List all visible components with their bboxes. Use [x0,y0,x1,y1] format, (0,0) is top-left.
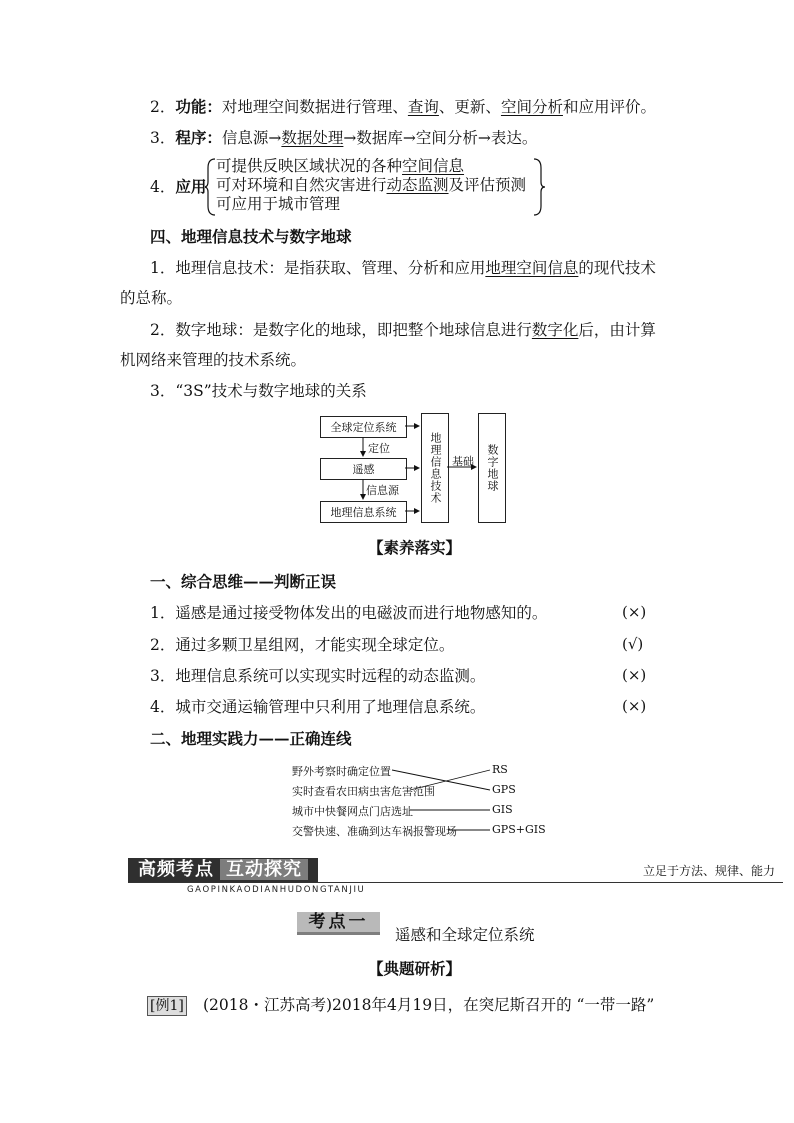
application-item-3: 可应用于城市管理 [216,195,341,213]
section-banner [128,858,783,884]
judge-mark-4: (×) [622,697,647,715]
match-right-2: GPS [492,783,516,796]
banner-rule [128,882,783,883]
example-text: (2018・江苏高考)2018年4月19日，在突尼斯召开的 “一带一路” [203,996,655,1014]
match-left-4: 交警快速、准确到达车祸报警现场 [292,825,457,838]
banner-title: 高频考点 互动探究 [128,858,318,882]
gi-tech-line-2: 的总称。 [120,289,183,307]
section-4-heading: 四、地理信息技术与数字地球 [150,227,352,246]
gps-box: 全球定位系统 [320,416,407,438]
banner-pinyin: GAOPINKAODIANHUDONGTANJIU [187,885,366,895]
3s-relation-heading: 3．“3S”技术与数字地球的关系 [150,382,367,400]
procedure-line: 3．程序：信息源→数据处理→数据库→空间分析→表达。 [150,128,538,147]
kaodian-badge: 考点一 [297,912,380,935]
judge-mark-3: (×) [622,666,647,684]
match-right-4: GPS+GIS [492,823,546,836]
match-right-1: RS [492,763,508,776]
digital-earth-line-2: 机网络来管理的技术系统。 [120,351,307,369]
match-heading: 二、地理实践力——正确连线 [150,729,352,748]
gi-tech-box: 地理信息技术 [421,413,449,523]
application-item-1: 可提供反映区域状况的各种空间信息 [216,157,465,175]
diagram-arrows [300,400,530,530]
judge-item-2: 2．通过多颗卫星组网，才能实现全球定位。 [150,636,455,654]
judge-mark-1: (×) [622,603,647,621]
digital-earth-line-1: 2．数字地球：是数字化的地球，即把整个地球信息进行数字化后，由计算 [150,321,656,339]
suyang-heading: 【素养落实】 [368,538,462,557]
judge-item-1: 1．遥感是通过接受物体发出的电磁波而进行地物感知的。 [150,604,548,622]
gis-box: 地理信息系统 [320,501,407,523]
right-brace [532,158,546,216]
match-right-3: GIS [492,803,513,816]
application-label: 4．应用 [150,177,207,196]
example-tag: [例1] [147,996,187,1016]
dianti-heading: 【典题研析】 [368,959,462,978]
digital-earth-box: 数字地球 [478,413,506,523]
function-line: 2．功能：对地理空间数据进行管理、查询、更新、空间分析和应用评价。 [150,97,656,116]
kaodian-title: 遥感和全球定位系统 [395,926,535,944]
match-left-1: 野外考察时确定位置 [292,765,391,778]
label-info-source: 信息源 [366,484,399,497]
judge-heading: 一、综合思维——判断正误 [150,572,337,591]
match-left-2: 实时查看农田病虫害危害范围 [292,785,435,798]
judge-item-4: 4．城市交通运输管理中只利用了地理信息系统。 [150,698,486,716]
label-foundation: 基础 [452,455,474,468]
match-left-3: 城市中快餐网点门店选址 [292,805,413,818]
banner-subtitle: 立足于方法、规律、能力 [642,864,775,878]
match-lines [380,760,495,840]
application-item-2: 可对环境和自然灾害进行动态监测及评估预测 [216,176,527,194]
judge-item-3: 3．地理信息系统可以实现实时远程的动态监测。 [150,667,486,685]
gi-tech-line-1: 1．地理信息技术：是指获取、管理、分析和应用地理空间信息的现代技术 [150,259,656,277]
label-positioning: 定位 [368,442,390,455]
rs-box: 遥感 [320,458,407,480]
judge-mark-2: (√) [622,635,644,653]
